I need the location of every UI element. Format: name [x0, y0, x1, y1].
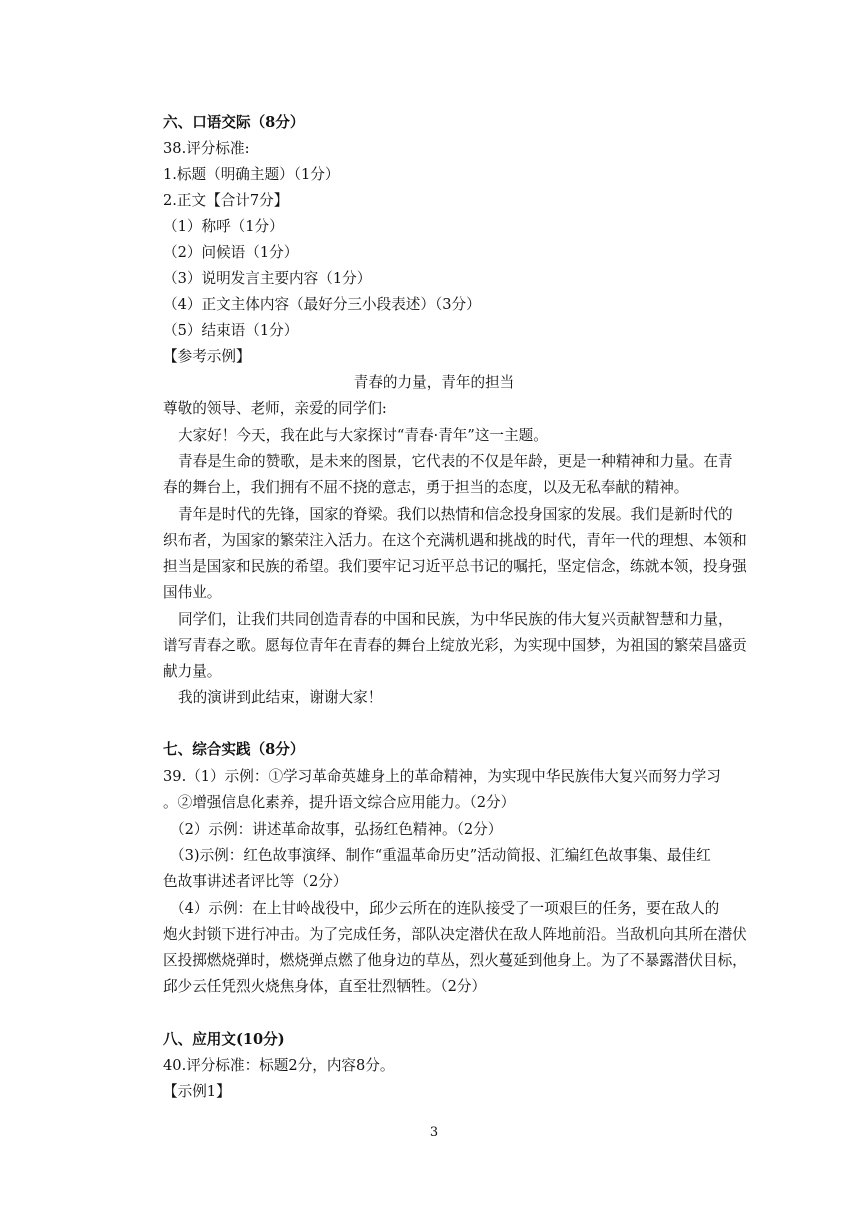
q39-answer-3-line-1: （3)示例：红色故事演绎、制作“重温革命历史”活动简报、汇编红色故事集、最佳红: [170, 847, 711, 864]
q39-answer-4-line-3: 区投掷燃烧弹时，燃烧弹点燃了他身边的草丛，烈火蔓延到他身上。为了不暴露潜伏目标，: [163, 952, 747, 969]
q40-criteria: 40.评分标准：标题2分，内容8分。: [163, 1057, 395, 1074]
essay-paragraph-3-line-4: 国伟业。: [163, 584, 222, 601]
q39-answer-1-line-2: 。②增强信息化素养，提升语文综合应用能力。（2分）: [163, 794, 516, 811]
essay-paragraph-5: 我的演讲到此结束，谢谢大家！: [178, 689, 383, 706]
essay-paragraph-3-line-2: 织布者，为国家的繁荣注入活力。在这个充满机遇和挑战的时代，青年一代的理想、本领和: [163, 532, 747, 549]
criteria-item-1: 1.标题（明确主题）（1分）: [163, 166, 340, 183]
section-6-heading: 六、口语交际（8分）: [163, 114, 305, 131]
example-1-label: 【示例1】: [163, 1083, 231, 1100]
essay-paragraph-3-line-3: 担当是国家和民族的希望。我们要牢记习近平总书记的嘱托，坚定信念，练就本领，投身强: [163, 558, 747, 575]
criteria-sub-4: （4）正文主体内容（最好分三小段表述）（3分）: [163, 296, 481, 313]
essay-paragraph-2-line-2: 春的舞台上，我们拥有不屈不挠的意志，勇于担当的态度，以及无私奉献的精神。: [163, 479, 689, 496]
q39-answer-4-line-4: 邱少云任凭烈火烧焦身体，直至壮烈牺牲。（2分）: [163, 978, 487, 995]
section-8-heading: 八、应用文(10分): [163, 1031, 285, 1048]
essay-paragraph-2-line-1: 青春是生命的赞歌，是未来的图景，它代表的不仅是年龄，更是一种精神和力量。在青: [178, 453, 733, 470]
criteria-sub-3: （3）说明发言主要内容（1分）: [163, 270, 372, 287]
essay-salutation: 尊敬的领导、老师，亲爱的同学们:: [163, 400, 387, 417]
q39-answer-1-line-1: 39.（1）示例：①学习革命英雄身上的革命精神，为实现中华民族伟大复兴而努力学习: [163, 768, 721, 785]
criteria-item-2: 2.正文【合计7分】: [163, 192, 289, 209]
essay-paragraph-3-line-1: 青年是时代的先锋，国家的脊梁。我们以热情和信念投身国家的发展。我们是新时代的: [178, 506, 733, 523]
essay-paragraph-4-line-1: 同学们，让我们共同创造青春的中国和民族，为中华民族的伟大复兴贡献智慧和力量，: [178, 611, 733, 628]
page-number: 3: [429, 1125, 439, 1140]
essay-paragraph-4-line-2: 谱写青春之歌。愿每位青年在青春的舞台上绽放光彩，为实现中国梦，为祖国的繁荣昌盛贡: [163, 637, 747, 654]
section-7-heading: 七、综合实践（8分）: [163, 741, 305, 758]
essay-paragraph-1: 大家好！今天，我在此与大家探讨“青春·青年”这一主题。: [178, 427, 548, 444]
criteria-sub-5: （5）结束语（1分）: [163, 322, 299, 339]
criteria-sub-1: （1）称呼（1分）: [163, 218, 284, 235]
q39-answer-4-line-1: （4）示例：在上甘岭战役中，邱少云所在的连队接受了一项艰巨的任务，要在敌人的: [170, 900, 720, 917]
q39-answer-2: （2）示例：讲述革命故事，弘扬红色精神。（2分）: [170, 821, 503, 838]
q39-answer-3-line-2: 色故事讲述者评比等（2分）: [163, 873, 348, 890]
essay-paragraph-4-line-3: 献力量。: [163, 663, 222, 680]
criteria-sub-2: （2）问候语（1分）: [163, 244, 299, 261]
reference-example-label: 【参考示例】: [163, 348, 251, 365]
q39-answer-4-line-2: 炮火封锁下进行冲击。为了完成任务，部队决定潜伏在敌人阵地前沿。当敌机向其所在潜伏: [163, 926, 747, 943]
essay-title: 青春的力量，青年的担当: [353, 374, 515, 391]
q38-label: 38.评分标准:: [163, 140, 250, 157]
